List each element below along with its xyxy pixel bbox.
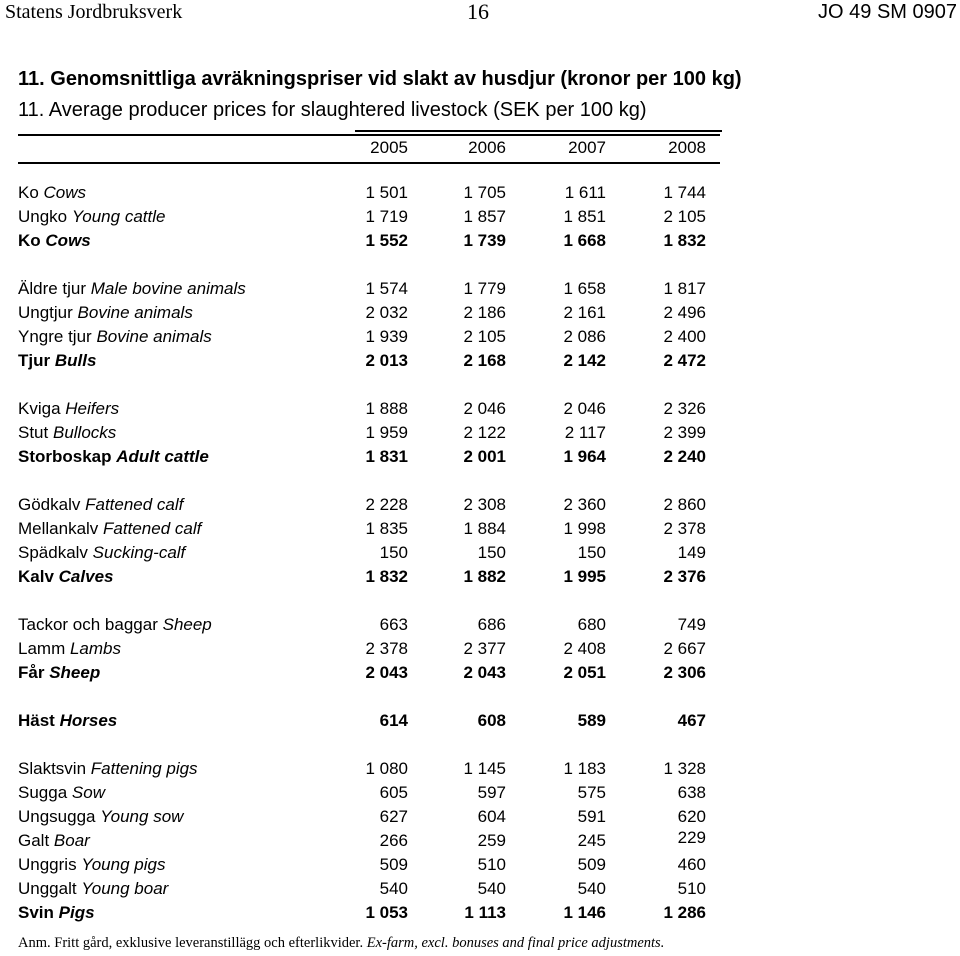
row-label [18, 302, 193, 324]
row-label-english: Bulls [54, 351, 97, 370]
cell-2007: 1 658 [563, 279, 606, 298]
row-label [18, 710, 117, 732]
cell-2008: 1 744 [663, 183, 706, 202]
row-label-swedish: Tackor och baggar [18, 615, 158, 634]
cell-2006: 2 105 [463, 327, 506, 346]
cell-2005: 1 835 [365, 519, 408, 538]
table-row [0, 662, 960, 684]
row-label [18, 830, 90, 852]
cell-2006: 2 046 [463, 399, 506, 418]
row-label [18, 518, 201, 540]
cell-2005: 2 043 [365, 663, 408, 682]
column-header-2008: 2008 [668, 138, 706, 157]
row-label-swedish: Kalv [18, 567, 54, 586]
row-label [18, 398, 119, 420]
cell-2005: 1 501 [365, 183, 408, 202]
cell-2006: 2 168 [463, 351, 506, 370]
row-label-english: Cows [45, 231, 91, 250]
row-label [18, 614, 212, 636]
cell-2008: 2 326 [663, 399, 706, 418]
cell-2006: 608 [477, 711, 506, 730]
table-row [0, 806, 960, 828]
cell-2007: 589 [577, 711, 606, 730]
cell-2005: 1 080 [365, 759, 408, 778]
publisher-name: Statens Jordbruksverk [5, 1, 183, 23]
cell-2007: 1 183 [563, 759, 606, 778]
cell-2007: 2 117 [564, 423, 606, 442]
cell-2008: 1 328 [663, 759, 706, 778]
row-label [18, 494, 183, 516]
cell-2008: 467 [677, 711, 706, 730]
table-row [0, 782, 960, 804]
cell-2008: 2 496 [663, 303, 706, 322]
table-row [0, 278, 960, 300]
cell-2008: 2 306 [663, 663, 706, 682]
cell-2006: 510 [477, 855, 506, 874]
cell-2008: 1 832 [663, 231, 706, 250]
cell-2005: 2 228 [365, 495, 408, 514]
row-label [18, 758, 198, 780]
table-row [0, 542, 960, 564]
cell-2008: 2 240 [663, 447, 706, 466]
table-row [0, 854, 960, 876]
cell-2005: 627 [379, 807, 408, 826]
row-label-swedish: Unggalt [18, 879, 77, 898]
cell-2007: 150 [577, 543, 606, 562]
cell-2008: 2 376 [663, 567, 706, 586]
cell-2006: 1 884 [463, 519, 506, 538]
column-header-2007: 2007 [568, 138, 606, 157]
note-swedish: Anm. Fritt gård, exklusive leveranstillägg och efterlikvider. [18, 935, 364, 951]
row-label [18, 350, 96, 372]
cell-2005: 150 [379, 543, 408, 562]
row-label-english: Young boar [81, 879, 169, 898]
cell-2008: 2 860 [663, 495, 706, 514]
cell-2006: 1 145 [463, 759, 506, 778]
table-row [0, 398, 960, 420]
cell-2006: 150 [477, 543, 506, 562]
row-label-swedish: Unggris [18, 855, 77, 874]
cell-2005: 1 939 [365, 327, 408, 346]
cell-2008: 510 [677, 879, 706, 898]
row-label-english: Calves [58, 567, 114, 586]
cell-2008: 1 286 [663, 903, 706, 922]
table-row [0, 230, 960, 252]
row-label-english: Sheep [162, 615, 212, 634]
cell-2007: 1 964 [563, 447, 606, 466]
row-label-english: Cows [43, 183, 87, 202]
cell-2008: 638 [677, 783, 706, 802]
cell-2006: 1 779 [463, 279, 506, 298]
row-label-english: Pigs [58, 903, 95, 922]
row-label-swedish: Svin [18, 903, 54, 922]
table-note [18, 935, 664, 952]
row-label [18, 206, 165, 228]
cell-2006: 686 [477, 615, 506, 634]
table-row [0, 494, 960, 516]
row-label-swedish: Mellankalv [18, 519, 99, 538]
row-label-english: Fattened calf [103, 519, 202, 538]
cell-2007: 1 668 [563, 231, 606, 250]
cell-2008: 2 667 [663, 639, 706, 658]
row-label-english: Young sow [100, 807, 184, 826]
cell-2005: 614 [379, 711, 408, 730]
row-label-english: Fattened calf [85, 495, 184, 514]
cell-2006: 540 [477, 879, 506, 898]
cell-2007: 575 [577, 783, 606, 802]
row-label-swedish: Sugga [18, 783, 68, 802]
table-title-swedish: 11. Genomsnittliga avräkningspriser vid slakt av husdjur (kronor per 100 kg) [18, 68, 742, 90]
table-row [0, 566, 960, 588]
table-row [0, 758, 960, 780]
cell-2006: 1 113 [464, 903, 506, 922]
row-label-swedish: Ko [18, 183, 39, 202]
row-label [18, 566, 113, 588]
table-row [0, 302, 960, 324]
row-label [18, 782, 105, 804]
cell-2008: 2 105 [663, 207, 706, 226]
row-label [18, 278, 246, 300]
row-label [18, 854, 165, 876]
table-row [0, 206, 960, 228]
row-label-english: Lambs [69, 639, 121, 658]
table-row [0, 350, 960, 372]
cell-2005: 540 [379, 879, 408, 898]
cell-2006: 1 705 [463, 183, 506, 202]
page-number: 16 [467, 0, 489, 24]
table-row [0, 614, 960, 636]
row-label [18, 902, 95, 924]
row-label-english: Bovine animals [96, 327, 212, 346]
row-label-swedish: Spädkalv [18, 543, 88, 562]
cell-2008: 229 [677, 828, 706, 847]
cell-2006: 1 857 [463, 207, 506, 226]
cell-2005: 509 [379, 855, 408, 874]
cell-2007: 540 [577, 879, 606, 898]
row-label-english: Boar [53, 831, 90, 850]
row-label-swedish: Gödkalv [18, 495, 81, 514]
cell-2007: 2 142 [563, 351, 606, 370]
cell-2007: 1 995 [563, 567, 606, 586]
column-header-2006: 2006 [468, 138, 506, 157]
row-label [18, 422, 116, 444]
row-label-english: Sucking-calf [92, 543, 186, 562]
cell-2007: 591 [577, 807, 606, 826]
cell-2008: 1 817 [663, 279, 706, 298]
cell-2006: 1 739 [463, 231, 506, 250]
cell-2006: 604 [477, 807, 506, 826]
row-label-english: Fattening pigs [90, 759, 198, 778]
cell-2005: 1 831 [365, 447, 408, 466]
cell-2005: 266 [379, 831, 408, 850]
column-header-2005: 2005 [370, 138, 408, 157]
cell-2006: 2 001 [463, 447, 506, 466]
table-row [0, 830, 960, 852]
cell-2008: 149 [677, 543, 706, 562]
row-label-swedish: Yngre tjur [18, 327, 92, 346]
cell-2008: 2 378 [663, 519, 706, 538]
cell-2006: 2 377 [463, 639, 506, 658]
cell-2008: 460 [677, 855, 706, 874]
cell-2006: 2 308 [463, 495, 506, 514]
table-row [0, 710, 960, 732]
cell-2005: 605 [379, 783, 408, 802]
table-row [0, 902, 960, 924]
cell-2006: 2 122 [463, 423, 506, 442]
row-label [18, 878, 168, 900]
table-title-english: 11. Average producer prices for slaughtered livestock (SEK per 100 kg) [18, 99, 647, 121]
row-label-english: Bullocks [52, 423, 117, 442]
cell-2007: 1 998 [563, 519, 606, 538]
cell-2005: 2 032 [365, 303, 408, 322]
row-label-swedish: Slaktsvin [18, 759, 87, 778]
cell-2006: 259 [477, 831, 506, 850]
cell-2007: 1 851 [563, 207, 606, 226]
cell-2007: 245 [577, 831, 606, 850]
row-label [18, 806, 183, 828]
table-row [0, 446, 960, 468]
row-label-swedish: Ko [18, 231, 41, 250]
row-label [18, 182, 86, 204]
row-label [18, 230, 91, 252]
cell-2005: 1 053 [365, 903, 408, 922]
cell-2007: 509 [577, 855, 606, 874]
cell-2008: 620 [677, 807, 706, 826]
table-row [0, 878, 960, 900]
table-row [0, 422, 960, 444]
cell-2008: 2 400 [663, 327, 706, 346]
cell-2007: 2 408 [563, 639, 606, 658]
cell-2008: 2 399 [663, 423, 706, 442]
cell-2006: 2 043 [463, 663, 506, 682]
cell-2005: 2 378 [365, 639, 408, 658]
row-label-swedish: Storboskap [18, 447, 112, 466]
row-label-swedish: Får [18, 663, 45, 682]
table-row [0, 326, 960, 348]
row-label-swedish: Häst [18, 711, 55, 730]
cell-2005: 663 [379, 615, 408, 634]
cell-2005: 1 959 [365, 423, 408, 442]
row-label-english: Sow [71, 783, 105, 802]
row-label-swedish: Ungsugga [18, 807, 96, 826]
row-label [18, 446, 209, 468]
row-label-english: Horses [59, 711, 118, 730]
cell-2008: 749 [677, 615, 706, 634]
cell-2007: 1 611 [564, 183, 606, 202]
cell-2005: 1 719 [365, 207, 408, 226]
row-label-swedish: Tjur [18, 351, 51, 370]
row-label [18, 542, 185, 564]
row-label-swedish: Ungtjur [18, 303, 73, 322]
row-label [18, 638, 121, 660]
cell-2008: 2 472 [663, 351, 706, 370]
row-label-swedish: Ungko [18, 207, 68, 226]
cell-2007: 2 051 [563, 663, 606, 682]
row-label-english: Young pigs [81, 855, 166, 874]
cell-2006: 2 186 [463, 303, 506, 322]
row-label [18, 326, 212, 348]
cell-2005: 1 552 [365, 231, 408, 250]
cell-2007: 2 161 [563, 303, 606, 322]
row-label-english: Adult cattle [116, 447, 209, 466]
row-label-english: Bovine animals [77, 303, 193, 322]
row-label [18, 662, 100, 684]
cell-2007: 2 046 [563, 399, 606, 418]
report-code: JO 49 SM 0907 [818, 1, 957, 23]
row-label-english: Sheep [49, 663, 101, 682]
row-label-english: Heifers [65, 399, 120, 418]
cell-2005: 1 888 [365, 399, 408, 418]
cell-2007: 1 146 [563, 903, 606, 922]
cell-2007: 2 360 [563, 495, 606, 514]
table-row [0, 518, 960, 540]
table-row [0, 638, 960, 660]
row-label-swedish: Lamm [18, 639, 66, 658]
table-row [0, 182, 960, 204]
row-label-swedish: Stut [18, 423, 49, 442]
cell-2005: 2 013 [365, 351, 408, 370]
row-label-english: Young cattle [71, 207, 166, 226]
cell-2007: 2 086 [563, 327, 606, 346]
cell-2005: 1 832 [365, 567, 408, 586]
row-label-swedish: Galt [18, 831, 50, 850]
row-label-swedish: Kviga [18, 399, 61, 418]
row-label-swedish: Äldre tjur [18, 279, 87, 298]
cell-2007: 680 [577, 615, 606, 634]
cell-2006: 597 [477, 783, 506, 802]
cell-2006: 1 882 [463, 567, 506, 586]
cell-2005: 1 574 [365, 279, 408, 298]
row-label-english: Male bovine animals [90, 279, 246, 298]
note-english: Ex-farm, excl. bonuses and final price adjustments. [366, 935, 665, 951]
